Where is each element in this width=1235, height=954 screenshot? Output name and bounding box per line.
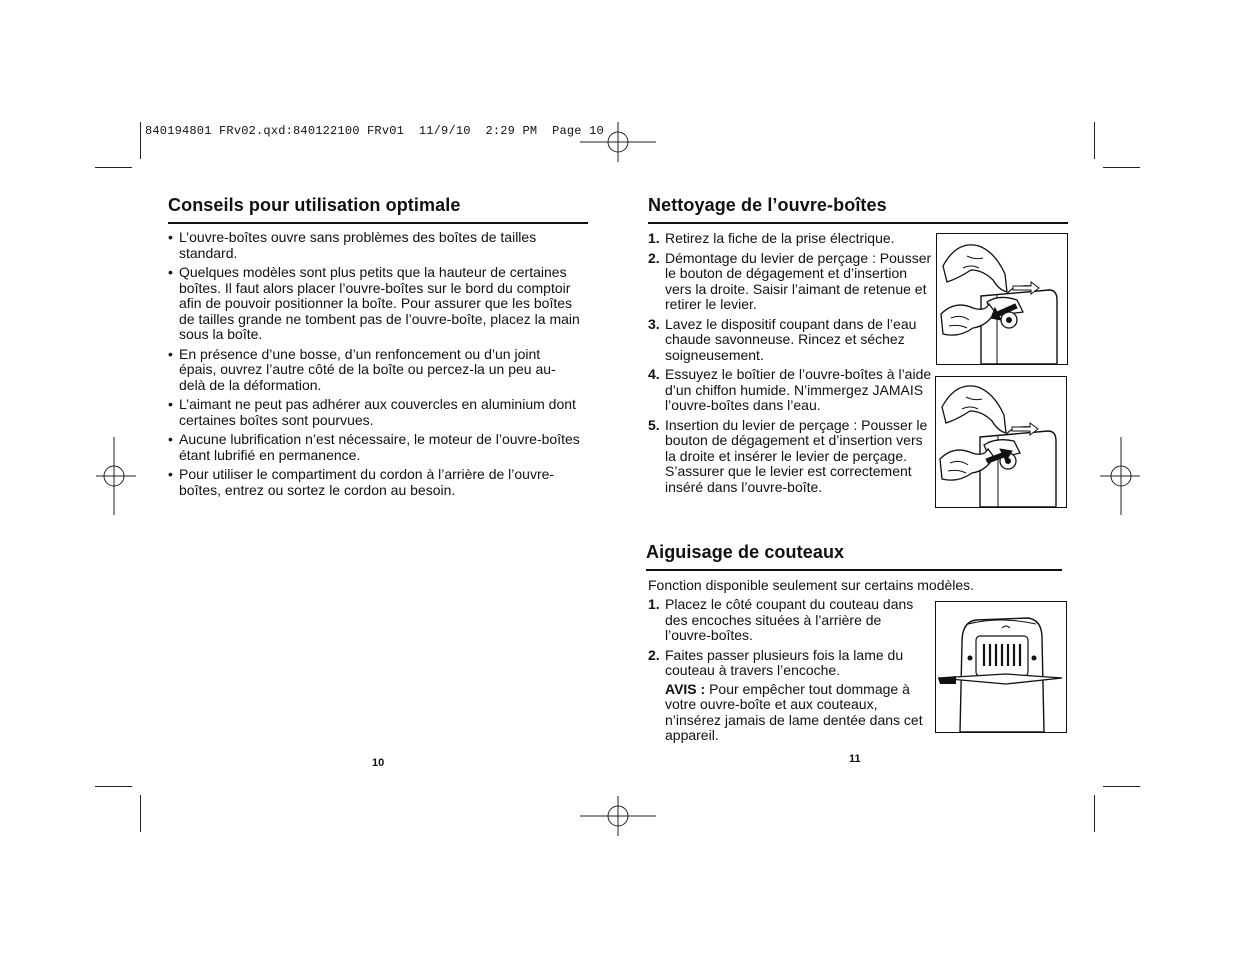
notice: AVIS : Pour empêcher tout dommage à votre ouvre-boîte et aux couteaux, n’insérez jamais de lame dentée dans cet appareil. [665,680,923,743]
registration-mark-icon [580,796,656,836]
crop-mark [140,122,141,159]
crop-mark [1094,122,1095,159]
list-item: • En présence d’une bosse, d’un renfoncement ou d’un joint épais, ouvrez l’autre côté de la boîte ou percez-la un peu au-delà de la déformation. [168,345,556,393]
crop-mark [1103,167,1140,168]
crop-mark [1094,795,1095,832]
list-item: 1. Retirez la fiche de la prise électrique. [648,230,895,246]
list-item: • L’aimant ne peut pas adhérer aux couvercles en aluminium dont certaines boîtes sont pourvues. [168,396,576,428]
print-slug-line: 840194801 FRv02.qxd:840122100 FRv01 11/9/10 2:29 PM Page 10 [145,124,604,138]
page-number-right: 11 [849,753,861,765]
list-item: 2. Faites passer plusieurs fois la lame du couteau à travers l’encoche. AVIS : Pour empêcher tout dommage à votre ouvre-boîte et aux couteaux, n’insérez jamais de lame dentée dans cet appareil. [648,648,928,744]
crop-mark [95,167,132,168]
registration-mark-icon [1100,437,1140,515]
list-item: 3. Lavez le dispositif coupant dans de l’eau chaude savonneuse. Rincez et séchez soigneusement. [648,315,917,363]
registration-mark-icon [96,437,136,515]
section-heading-sharpening: Aiguisage de couteaux [646,542,1062,571]
list-item: 5. Insertion du levier de perçage : Pousser le bouton de dégagement et d’insertion vers la droite et insérer le levier de perçage. S’assurer que le levier est correctement inséré dans l’ouvre-boîte. [648,416,928,495]
list-item: 4. Essuyez le boîtier de l’ouvre-boîtes à l’aide d’un chiffon humide. N’immergez JAMAIS l’ouvre-boîtes dans l’eau. [648,366,932,413]
page-number-left: 10 [372,757,385,769]
section-heading-cleaning: Nettoyage de l’ouvre-boîtes [648,195,1068,224]
list-item: • Pour utiliser le compartiment du cordon à l’arrière de l’ouvre-boîtes, entrez ou sortez le cordon au besoin. [168,466,555,498]
crop-mark [1103,786,1140,787]
knife-sharpener-illustration [935,601,1067,733]
sharpening-steps-list [648,597,928,748]
lever-insertion-illustration [935,376,1067,508]
sharpening-intro: Fonction disponible seulement sur certains modèles. [648,577,975,593]
list-item: • Quelques modèles sont plus petits que la hauteur de certaines boîtes. Il faut alors placer l’ouvre-boîtes sur le bord du comptoir afin de pouvoir positionner la boîte. Pour assurer que les boîtes de tailles grande ne tombent pas de l’ouvre-boîte, placez la main sous la boîte. [168,264,580,342]
list-item: • Aucune lubrification n’est nécessaire, le moteur de l’ouvre-boîtes étant lubrifié en permanence. [168,431,580,463]
crop-mark [95,786,132,787]
crop-mark [140,795,141,832]
lever-removal-illustration [936,233,1068,365]
list-item: 1. Placez le côté coupant du couteau dans des encoches situées à l’arrière de l’ouvre-boîtes. [648,596,914,643]
section-heading-tips: Conseils pour utilisation optimale [168,195,588,224]
registration-mark-icon [580,122,656,162]
cleaning-steps-list [648,231,934,499]
list-item: • L’ouvre-boîtes ouvre sans problèmes des boîtes de tailles standard. [168,229,537,261]
tips-list [168,230,580,502]
list-item: 2. Démontage du levier de perçage : Pousser le bouton de dégagement et d’insertion vers la droite. Saisir l’aimant de retenue et retirer le levier. [648,249,932,312]
